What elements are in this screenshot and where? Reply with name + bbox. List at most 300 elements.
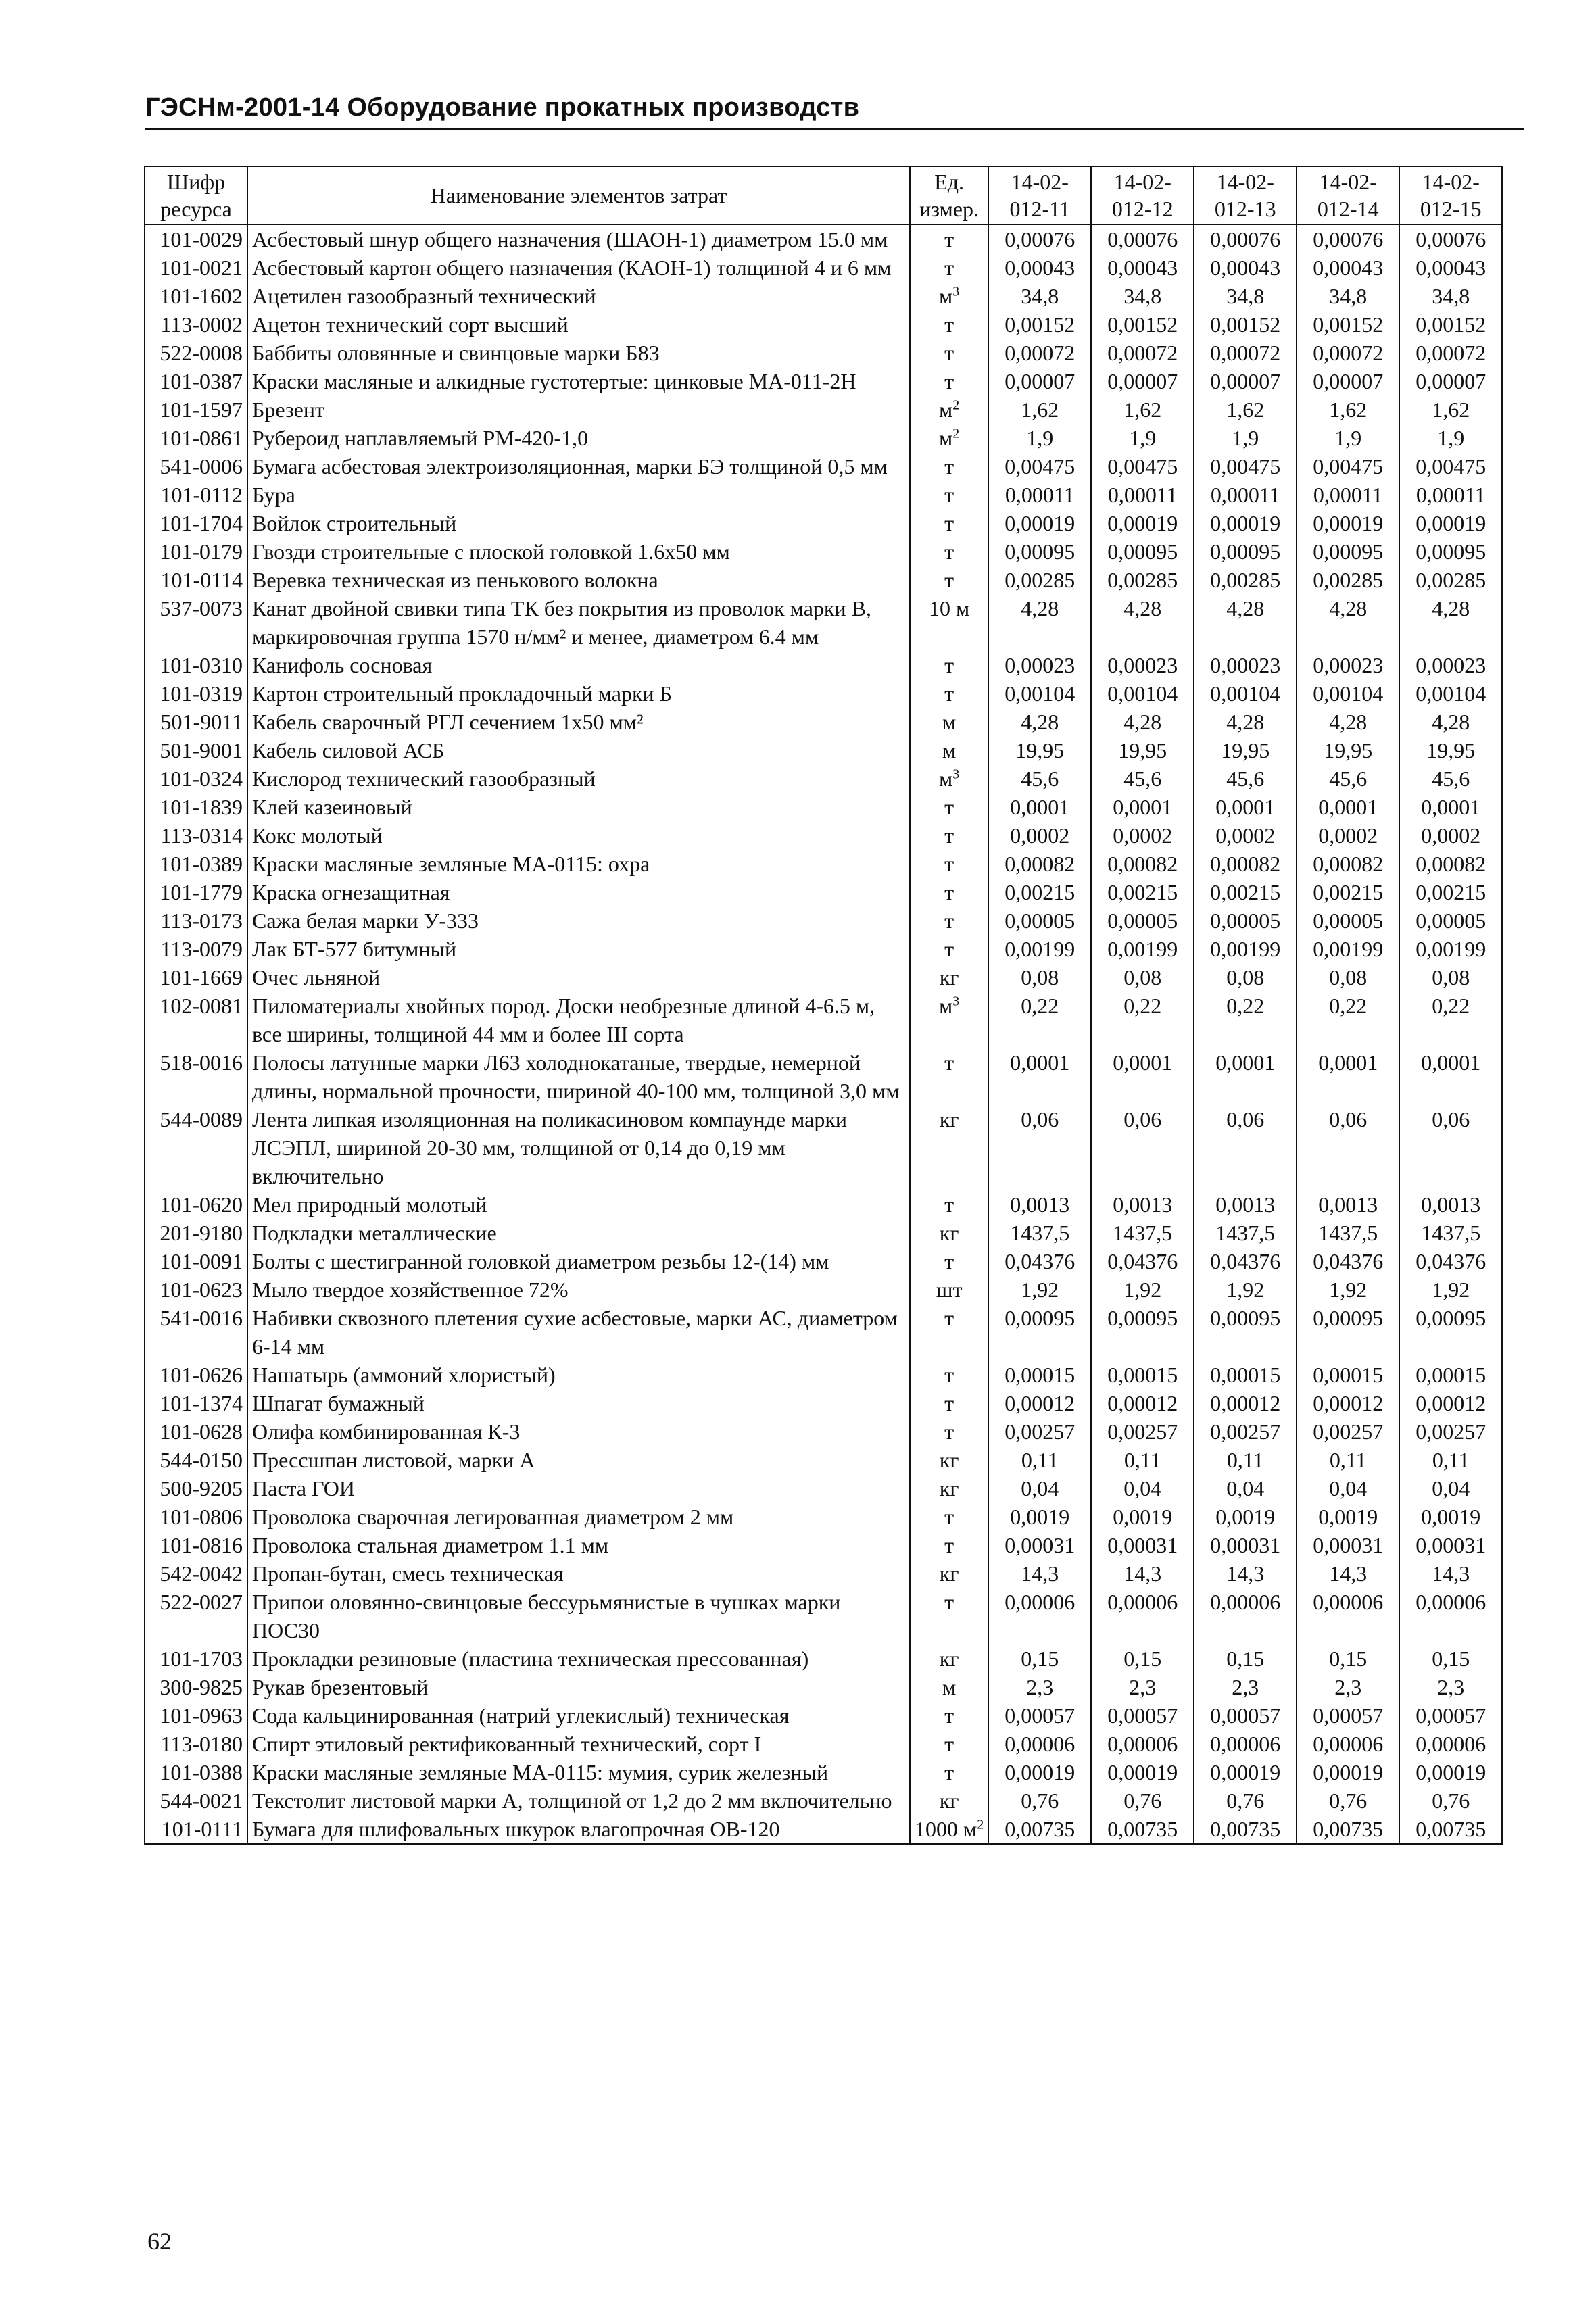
resource-unit: [910, 1730, 988, 1758]
norm-value: 0,00031: [1091, 1531, 1194, 1559]
norm-value: 0,00076: [1297, 224, 1399, 253]
unit-text: кг: [939, 1221, 959, 1245]
norm-value: 0,22: [1297, 992, 1399, 1048]
unit-text: кг: [939, 965, 959, 990]
resource-code: 201-9180: [145, 1219, 247, 1247]
resource-unit: [910, 282, 988, 310]
norm-value: 0,00285: [1194, 566, 1297, 594]
table-row: [145, 963, 1502, 992]
table-row: [145, 1417, 1502, 1446]
resource-unit: [910, 1588, 988, 1644]
table-row: [145, 1730, 1502, 1758]
resource-unit: [910, 566, 988, 594]
norm-value: 0,00006: [1399, 1588, 1502, 1644]
table-row: [145, 1474, 1502, 1503]
resource-unit: [910, 594, 988, 651]
norm-value: 1,9: [1297, 424, 1399, 452]
resource-unit: [910, 935, 988, 963]
unit-text: т: [944, 312, 954, 337]
norm-value: 0,08: [1091, 963, 1194, 992]
resource-name: Бумага асбестовая электроизоляционная, марки БЭ толщиной 0,5 мм: [247, 452, 910, 481]
table-row: [145, 992, 1502, 1048]
table-row: [145, 537, 1502, 566]
resource-name: Войлок строительный: [247, 509, 910, 537]
unit-text: м: [939, 426, 953, 450]
resource-code: 101-0389: [145, 850, 247, 878]
resource-code: 113-0180: [145, 1730, 247, 1758]
norm-value: 0,00082: [1399, 850, 1502, 878]
resource-code: 500-9205: [145, 1474, 247, 1503]
norm-value: 2,3: [1194, 1673, 1297, 1701]
norm-value: 4,28: [1091, 708, 1194, 736]
resource-name: Канифоль сосновая: [247, 651, 910, 679]
norm-value: 0,08: [988, 963, 1091, 992]
norm-value: 0,00031: [988, 1531, 1091, 1559]
norm-value: 0,00057: [1399, 1701, 1502, 1730]
norm-value: 2,3: [988, 1673, 1091, 1701]
unit-text: т: [944, 369, 954, 393]
norm-value: 1,9: [988, 424, 1091, 452]
norm-value: 0,00285: [1399, 566, 1502, 594]
norm-value: 1,92: [1091, 1275, 1194, 1304]
unit-exponent: 3: [952, 994, 960, 1009]
norm-value: 0,00076: [1091, 224, 1194, 253]
table-row: [145, 424, 1502, 452]
resource-code: 300-9825: [145, 1673, 247, 1701]
unit-text: т: [944, 539, 954, 564]
resource-unit: [910, 1304, 988, 1361]
norm-value: 0,04376: [1297, 1247, 1399, 1275]
col-header-norm-2: 14-02- 012-12: [1091, 166, 1194, 224]
norm-value: 0,0001: [1297, 793, 1399, 821]
norm-value: 0,00215: [1297, 878, 1399, 906]
norm-value: 19,95: [1194, 736, 1297, 764]
resource-unit: [910, 537, 988, 566]
norm-value: 0,00006: [1297, 1588, 1399, 1644]
norm-value: 0,00005: [1194, 906, 1297, 935]
unit-text: 10 м: [929, 596, 970, 620]
resource-code: 101-1779: [145, 878, 247, 906]
norm-value: 2,3: [1297, 1673, 1399, 1701]
norm-value: 0,00257: [1297, 1417, 1399, 1446]
resource-unit: [910, 339, 988, 367]
norm-value: 0,00072: [1091, 339, 1194, 367]
page-title: ГЭСНм-2001-14 Оборудование прокатных производств: [145, 93, 860, 122]
norm-value: 1,9: [1399, 424, 1502, 452]
norm-value: 0,00006: [1091, 1588, 1194, 1644]
resource-code: 101-0806: [145, 1503, 247, 1531]
norm-value: 4,28: [1091, 594, 1194, 651]
resource-code: 101-0112: [145, 481, 247, 509]
resource-code: 544-0021: [145, 1786, 247, 1815]
unit-text: т: [944, 1419, 954, 1444]
norm-value: 0,00095: [1194, 1304, 1297, 1361]
norm-value: 0,00005: [1399, 906, 1502, 935]
resource-unit: [910, 850, 988, 878]
resource-code: 541-0006: [145, 452, 247, 481]
unit-text: т: [944, 255, 954, 280]
norm-value: 14,3: [1297, 1559, 1399, 1588]
resource-name: Мел природный молотый: [247, 1190, 910, 1219]
table-row: [145, 1673, 1502, 1701]
table-row: [145, 310, 1502, 339]
norm-value: 0,00019: [1399, 1758, 1502, 1786]
unit-text: т: [944, 1703, 954, 1728]
resource-name: Паста ГОИ: [247, 1474, 910, 1503]
resource-unit: [910, 1446, 988, 1474]
norm-value: 0,00011: [1091, 481, 1194, 509]
norm-value: 0,00015: [988, 1361, 1091, 1389]
norm-value: 0,00475: [988, 452, 1091, 481]
norm-value: 0,04: [1194, 1474, 1297, 1503]
norm-value: 0,00095: [1091, 1304, 1194, 1361]
resource-name: Кислород технический газообразный: [247, 764, 910, 793]
norm-value: 1,92: [1399, 1275, 1502, 1304]
resource-name: Краски масляные и алкидные густотертые: цинковые МА-011-2Н: [247, 367, 910, 395]
norm-value: 0,00257: [1091, 1417, 1194, 1446]
norm-value: 0,0013: [1194, 1190, 1297, 1219]
norm-value: 0,76: [988, 1786, 1091, 1815]
norm-value: 0,15: [988, 1644, 1091, 1673]
norm-value: 0,0001: [1399, 793, 1502, 821]
resource-name: Болты с шестигранной головкой диаметром резьбы 12-(14) мм: [247, 1247, 910, 1275]
resource-code: 101-0319: [145, 679, 247, 708]
resource-name: Веревка техническая из пенькового волокна: [247, 566, 910, 594]
norm-value: 0,0002: [988, 821, 1091, 850]
unit-text: т: [944, 1505, 954, 1529]
norm-value: 0,00005: [1297, 906, 1399, 935]
table-row: [145, 253, 1502, 282]
table-row: [145, 935, 1502, 963]
norm-value: 0,0001: [1297, 1048, 1399, 1105]
norm-value: 34,8: [988, 282, 1091, 310]
resource-code: 537-0073: [145, 594, 247, 651]
norm-value: 0,06: [1297, 1105, 1399, 1190]
norm-value: 0,00019: [988, 1758, 1091, 1786]
table-row: [145, 1247, 1502, 1275]
norm-value: 0,00152: [1399, 310, 1502, 339]
norm-value: 0,00006: [1194, 1588, 1297, 1644]
table-row: [145, 594, 1502, 651]
norm-value: 0,0002: [1194, 821, 1297, 850]
norm-value: 0,11: [1091, 1446, 1194, 1474]
norm-value: 0,00043: [988, 253, 1091, 282]
norm-value: 0,00095: [1091, 537, 1194, 566]
norm-value: 0,00031: [1194, 1531, 1297, 1559]
resource-code: 541-0016: [145, 1304, 247, 1361]
resource-code: 101-1703: [145, 1644, 247, 1673]
table-row: [145, 1389, 1502, 1417]
norm-value: 0,0019: [1297, 1503, 1399, 1531]
norm-value: 0,00152: [1091, 310, 1194, 339]
resource-name: Ацетон технический сорт высший: [247, 310, 910, 339]
col-header-norm-1: 14-02- 012-11: [988, 166, 1091, 224]
resource-code: 544-0150: [145, 1446, 247, 1474]
norm-value: 0,00152: [1297, 310, 1399, 339]
unit-text: т: [944, 1760, 954, 1784]
norm-value: 0,00257: [1194, 1417, 1297, 1446]
table-row: [145, 509, 1502, 537]
unit-text: м: [939, 397, 953, 422]
resource-unit: [910, 424, 988, 452]
norm-value: 0,0013: [988, 1190, 1091, 1219]
norm-value: 2,3: [1399, 1673, 1502, 1701]
table-row: [145, 764, 1502, 793]
norm-value: 0,00007: [1091, 367, 1194, 395]
resource-unit: [910, 1105, 988, 1190]
norm-value: 0,0019: [1091, 1503, 1194, 1531]
norm-value: 1437,5: [1399, 1219, 1502, 1247]
unit-text: т: [944, 1192, 954, 1217]
resource-code: 113-0002: [145, 310, 247, 339]
norm-value: 1,62: [988, 395, 1091, 424]
resource-unit: [910, 395, 988, 424]
unit-text: т: [944, 454, 954, 479]
unit-text: кг: [939, 1476, 959, 1501]
resource-unit: [910, 310, 988, 339]
norm-value: 0,0001: [1091, 1048, 1194, 1105]
norm-value: 0,04: [1091, 1474, 1194, 1503]
norm-value: 0,00095: [1399, 537, 1502, 566]
norm-value: 1,62: [1091, 395, 1194, 424]
unit-exponent: 2: [952, 426, 960, 441]
norm-value: 1,62: [1297, 395, 1399, 424]
table-header-row: [145, 166, 1502, 224]
table-row: [145, 1758, 1502, 1786]
unit-text: м: [942, 1675, 957, 1699]
resource-name: Баббиты оловянные и свинцовые марки Б83: [247, 339, 910, 367]
resource-name: Кабель силовой АСБ: [247, 736, 910, 764]
norm-value: 0,00015: [1399, 1361, 1502, 1389]
resource-code: 101-0620: [145, 1190, 247, 1219]
table-row: [145, 339, 1502, 367]
norm-value: 0,0002: [1297, 821, 1399, 850]
col-header-code: Шифр ресурса: [145, 166, 247, 224]
unit-exponent: 2: [952, 397, 960, 413]
resource-code: 101-0021: [145, 253, 247, 282]
resource-unit: [910, 367, 988, 395]
resource-code: 113-0079: [145, 935, 247, 963]
norm-value: 0,00019: [1091, 509, 1194, 537]
norm-value: 0,00104: [1194, 679, 1297, 708]
norm-value: 0,00043: [1399, 253, 1502, 282]
resource-name: Лак БТ-577 битумный: [247, 935, 910, 963]
norm-value: 0,06: [1399, 1105, 1502, 1190]
norm-value: 1437,5: [988, 1219, 1091, 1247]
norm-value: 0,11: [1297, 1446, 1399, 1474]
norm-value: 0,00475: [1297, 452, 1399, 481]
resource-code: 101-0114: [145, 566, 247, 594]
norm-value: 19,95: [988, 736, 1091, 764]
norm-value: 0,00735: [1297, 1815, 1399, 1844]
norm-value: 0,22: [1091, 992, 1194, 1048]
norm-value: 0,15: [1091, 1644, 1194, 1673]
norm-value: 45,6: [1297, 764, 1399, 793]
resource-name: Мыло твердое хозяйственное 72%: [247, 1275, 910, 1304]
resource-code: 102-0081: [145, 992, 247, 1048]
resource-code: 544-0089: [145, 1105, 247, 1190]
resource-code: 101-0029: [145, 224, 247, 253]
unit-text: м: [942, 738, 957, 762]
norm-value: 0,04376: [1091, 1247, 1194, 1275]
norm-value: 2,3: [1091, 1673, 1194, 1701]
resource-unit: [910, 253, 988, 282]
unit-text: т: [944, 681, 954, 706]
norm-value: 14,3: [988, 1559, 1091, 1588]
resource-code: 101-0310: [145, 651, 247, 679]
norm-value: 0,00072: [1399, 339, 1502, 367]
resource-unit: [910, 1503, 988, 1531]
norm-value: 4,28: [988, 594, 1091, 651]
resource-code: 101-0963: [145, 1701, 247, 1730]
unit-text: т: [944, 1391, 954, 1415]
norm-value: 4,28: [1194, 708, 1297, 736]
norm-value: 0,00012: [1091, 1389, 1194, 1417]
resource-code: 101-1602: [145, 282, 247, 310]
norm-value: 0,0019: [1399, 1503, 1502, 1531]
table-row: [145, 850, 1502, 878]
resource-code: 518-0016: [145, 1048, 247, 1105]
norm-value: 0,0019: [1194, 1503, 1297, 1531]
norm-value: 0,22: [1399, 992, 1502, 1048]
resource-code: 101-0628: [145, 1417, 247, 1446]
norm-value: 0,0001: [1194, 1048, 1297, 1105]
norm-value: 0,00043: [1297, 253, 1399, 282]
norm-value: 0,00199: [988, 935, 1091, 963]
resource-name: Прессшпан листовой, марки А: [247, 1446, 910, 1474]
resource-unit: [910, 1417, 988, 1446]
norm-value: 0,15: [1399, 1644, 1502, 1673]
resource-name: Краски масляные земляные МА-0115: мумия, сурик железный: [247, 1758, 910, 1786]
resource-name: Спирт этиловый ректификованный технический, сорт I: [247, 1730, 910, 1758]
norm-value: 0,00007: [1399, 367, 1502, 395]
norm-value: 0,08: [1297, 963, 1399, 992]
norm-value: 0,00005: [1091, 906, 1194, 935]
norm-value: 0,00072: [988, 339, 1091, 367]
table-row: [145, 1701, 1502, 1730]
norm-value: 1437,5: [1091, 1219, 1194, 1247]
unit-text: м: [939, 766, 953, 791]
norm-value: 0,00082: [1194, 850, 1297, 878]
table-row: [145, 878, 1502, 906]
norm-value: 0,00043: [1194, 253, 1297, 282]
norm-value: 0,00104: [1091, 679, 1194, 708]
norm-value: 0,00011: [1194, 481, 1297, 509]
resource-code: 101-0387: [145, 367, 247, 395]
resource-code: 101-0861: [145, 424, 247, 452]
norm-value: 34,8: [1297, 282, 1399, 310]
norm-value: 1437,5: [1194, 1219, 1297, 1247]
norm-value: 0,00285: [1091, 566, 1194, 594]
resource-code: 522-0008: [145, 339, 247, 367]
norm-value: 4,28: [1399, 594, 1502, 651]
resource-name: Проволока стальная диаметром 1.1 мм: [247, 1531, 910, 1559]
resource-unit: [910, 821, 988, 850]
table-row: [145, 1190, 1502, 1219]
resource-code: 101-0626: [145, 1361, 247, 1389]
norm-value: 0,04: [988, 1474, 1091, 1503]
unit-text: т: [944, 1732, 954, 1756]
norm-value: 0,76: [1091, 1786, 1194, 1815]
norm-value: 0,00072: [1194, 339, 1297, 367]
norm-value: 0,08: [1399, 963, 1502, 992]
resource-code: 501-9011: [145, 708, 247, 736]
norm-value: 0,76: [1399, 1786, 1502, 1815]
resource-unit: [910, 878, 988, 906]
norm-value: 0,04: [1297, 1474, 1399, 1503]
resource-name: Ацетилен газообразный технический: [247, 282, 910, 310]
table-row: [145, 1275, 1502, 1304]
norm-value: 0,00011: [1399, 481, 1502, 509]
resource-unit: [910, 1758, 988, 1786]
norm-value: 0,06: [1194, 1105, 1297, 1190]
norm-value: 19,95: [1399, 736, 1502, 764]
col-header-norm-3: 14-02- 012-13: [1194, 166, 1297, 224]
unit-text: т: [944, 227, 954, 251]
resource-code: 101-1374: [145, 1389, 247, 1417]
norm-value: 4,28: [1399, 708, 1502, 736]
table-row: [145, 452, 1502, 481]
table-row: [145, 1304, 1502, 1361]
norm-value: 0,76: [1194, 1786, 1297, 1815]
resource-code: 101-0091: [145, 1247, 247, 1275]
unit-text: 1000 м: [915, 1817, 977, 1841]
norm-value: 0,00043: [1091, 253, 1194, 282]
unit-text: т: [944, 1590, 954, 1614]
norm-value: 0,11: [1399, 1446, 1502, 1474]
norm-value: 0,00076: [1194, 224, 1297, 253]
norm-value: 0,11: [988, 1446, 1091, 1474]
norm-value: 0,00011: [1297, 481, 1399, 509]
unit-text: кг: [939, 1107, 959, 1131]
resource-name: Лента липкая изоляционная на поликасиновом компаунде марки ЛСЭПЛ, шириной 20-30 мм, толщиной от 0,14 до 0,19 мм включительно: [247, 1105, 910, 1190]
table-row: [145, 821, 1502, 850]
unit-text: кг: [939, 1448, 959, 1472]
resource-code: 101-1597: [145, 395, 247, 424]
resource-name: Пиломатериалы хвойных пород. Доски необрезные длиной 4-6.5 м, все ширины, толщиной 44 мм и более III сорта: [247, 992, 910, 1048]
norm-value: 0,00031: [1297, 1531, 1399, 1559]
norm-value: 0,00215: [1091, 878, 1194, 906]
norm-value: 0,06: [988, 1105, 1091, 1190]
resource-code: 101-0388: [145, 1758, 247, 1786]
norm-value: 0,00019: [1091, 1758, 1194, 1786]
table-row: [145, 367, 1502, 395]
resource-unit: [910, 679, 988, 708]
resource-name: Краска огнезащитная: [247, 878, 910, 906]
norm-value: 0,11: [1194, 1446, 1297, 1474]
resource-name: Текстолит листовой марки А, толщиной от 1,2 до 2 мм включительно: [247, 1786, 910, 1815]
resource-unit: [910, 736, 988, 764]
norm-value: 0,00019: [1399, 509, 1502, 537]
norm-value: 0,00019: [1194, 509, 1297, 537]
table-row: [145, 708, 1502, 736]
norm-value: 0,00475: [1194, 452, 1297, 481]
norm-value: 0,08: [1194, 963, 1297, 992]
unit-text: т: [944, 795, 954, 819]
resource-name: Нашатырь (аммоний хлористый): [247, 1361, 910, 1389]
norm-value: 0,00072: [1297, 339, 1399, 367]
norm-value: 0,00006: [1297, 1730, 1399, 1758]
resource-name: Кокс молотый: [247, 821, 910, 850]
norm-value: 0,00199: [1297, 935, 1399, 963]
norm-value: 0,00057: [1297, 1701, 1399, 1730]
norm-value: 0,00023: [1399, 651, 1502, 679]
resource-unit: [910, 224, 988, 253]
norm-value: 1437,5: [1297, 1219, 1399, 1247]
unit-text: т: [944, 1363, 954, 1387]
unit-text: т: [944, 511, 954, 535]
resource-unit: [910, 509, 988, 537]
